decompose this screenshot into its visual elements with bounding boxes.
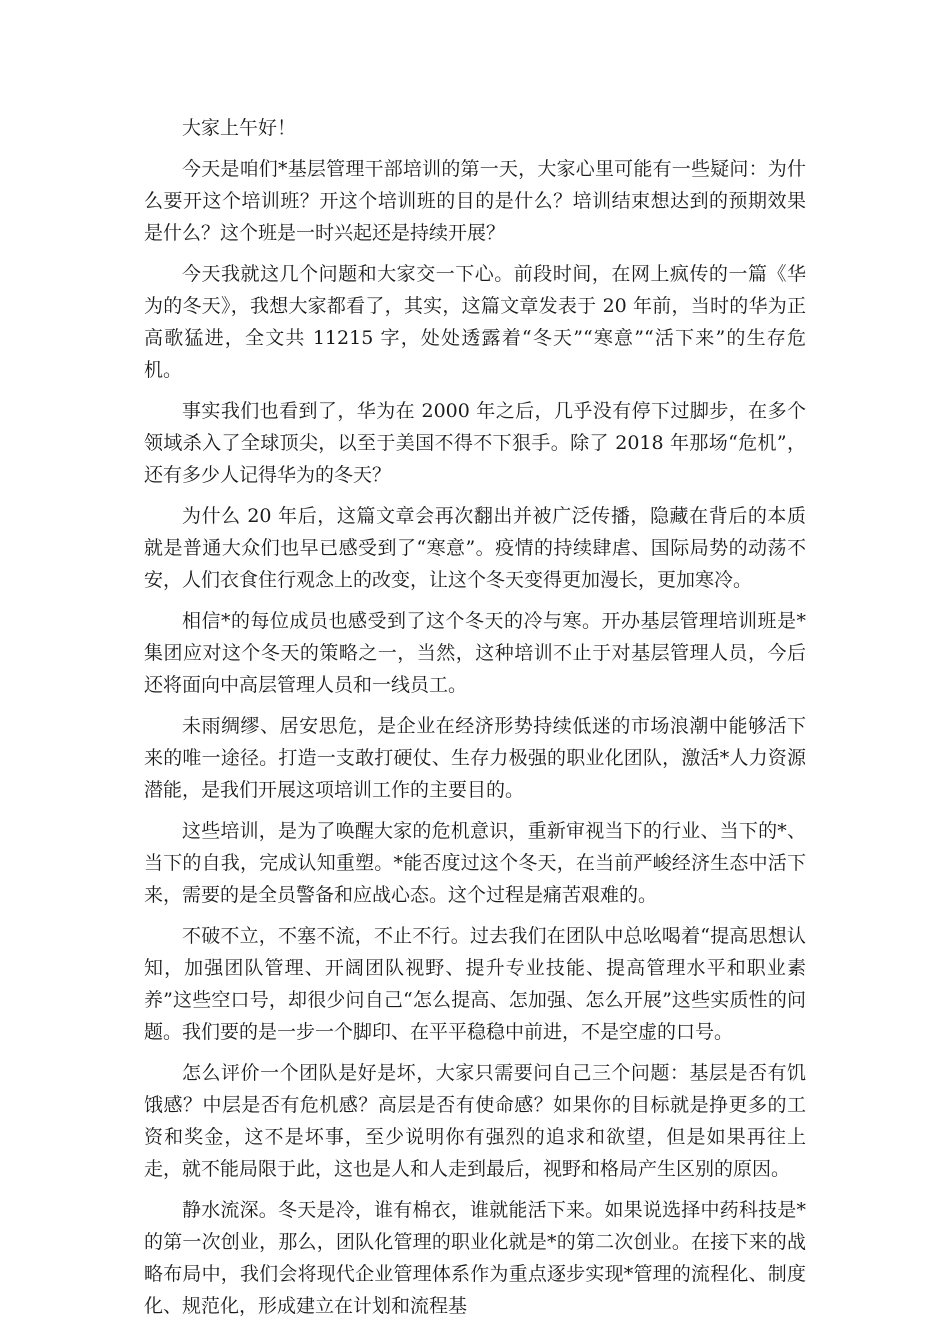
paragraph: 为什么 20 年后，这篇文章会再次翻出并被广泛传播，隐藏在背后的本质就是普通大众们也早已感受到了“寒意”。疫情的持续肆虐、国际局势的动荡不安，人们衣食住行观念上的改变，让这个冬天变得更加漫长，更加寒冷。 [144,505,806,591]
paragraph: 今天我就这几个问题和大家交一下心。前段时间，在网上疯传的一篇《华为的冬天》，我想大家都看了，其实，这篇文章发表于 20 年前，当时的华为正高歌猛进，全文共 11215 字，处处透露着“冬天”“寒意”“活下来”的生存危机。 [144,263,806,381]
paragraph: 事实我们也看到了，华为在 2000 年之后，几乎没有停下过脚步，在多个领域杀入了全球顶尖，以至于美国不得不下狠手。除了 2018 年那场“危机”，还有多少人记得华为的冬天？ [144,400,806,486]
paragraph: 未雨绸缪、居安思危，是企业在经济形势持续低迷的市场浪潮中能够活下来的唯一途径。打造一支敢打硬仗、生存力极强的职业化团队，激活*人力资源潜能，是我们开展这项培训工作的主要目的。 [144,715,806,801]
paragraph: 怎么评价一个团队是好是坏，大家只需要问自己三个问题：基层是否有饥饿感？中层是否有危机感？高层是否有使命感？如果你的目标就是挣更多的工资和奖金，这不是坏事，至少说明你有强烈的追求和欲望，但是如果再往上走，就不能局限于此，这也是人和人走到最后，视野和格局产生区别的原因。 [144,1062,806,1180]
paragraph: 这些培训，是为了唤醒大家的危机意识，重新审视当下的行业、当下的*、当下的自我，完成认知重塑。*能否度过这个冬天，在当前严峻经济生态中活下来，需要的是全员警备和应战心态。这个过程是痛苦艰难的。 [144,820,806,906]
paragraph: 静水流深。冬天是冷，谁有棉衣，谁就能活下来。如果说选择中药科技是*的第一次创业，那么，团队化管理的职业化就是*的第二次创业。在接下来的战略布局中，我们会将现代企业管理体系作为重点逐步实现*管理的流程化、制度化、规范化，形成建立在计划和流程基 [144,1199,806,1317]
paragraph: 今天是咱们*基层管理干部培训的第一天，大家心里可能有一些疑问：为什么要开这个培训班？开这个培训班的目的是什么？培训结束想达到的预期效果是什么？这个班是一时兴起还是持续开展？ [144,158,806,244]
paragraph-greeting: 大家上午好！ [182,117,297,139]
document-body [144,112,806,1331]
paragraph: 不破不立，不塞不流，不止不行。过去我们在团队中总吆喝着“提高思想认知，加强团队管理、开阔团队视野、提升专业技能、提高管理水平和职业素养”这些空口号，却很少问自己“怎么提高、怎加强、怎么开展”这些实质性的问题。我们要的是一步一个脚印、在平平稳稳中前进，不是空虚的口号。 [144,925,806,1043]
paragraph: 相信*的每位成员也感受到了这个冬天的冷与寒。开办基层管理培训班是*集团应对这个冬天的策略之一，当然，这种培训不止于对基层管理人员，今后还将面向中高层管理人员和一线员工。 [144,610,806,696]
